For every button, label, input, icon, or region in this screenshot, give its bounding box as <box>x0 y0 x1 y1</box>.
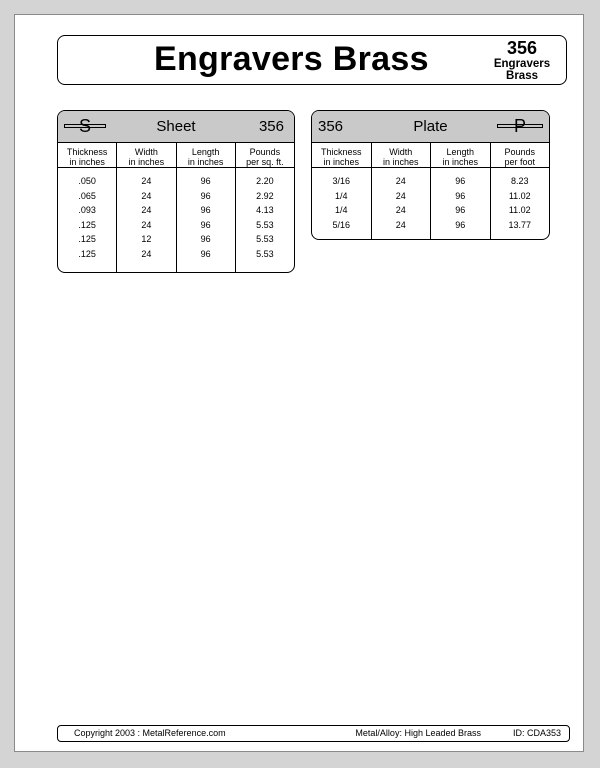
table-cell: 24 <box>395 205 406 215</box>
plate-symbol-icon: P <box>497 115 543 137</box>
column-header-line2: per foot <box>504 157 536 167</box>
table-cell: .125 <box>78 219 96 230</box>
sheet-column <box>236 143 294 272</box>
table-cell: 13.77 <box>508 219 532 230</box>
sheet-column-header <box>236 143 294 168</box>
plate-table <box>311 110 550 240</box>
table-cell: 11.02 <box>508 205 531 215</box>
plate-column-header <box>491 143 550 168</box>
column-header-line1: Thickness <box>320 147 362 157</box>
table-cell: 5/16 <box>332 219 351 230</box>
table-cell: 24 <box>395 176 406 186</box>
column-header-line1: Width <box>134 147 158 157</box>
table-cell: 96 <box>455 176 466 186</box>
alloy-badge <box>484 39 560 82</box>
table-cell: 5.53 <box>256 219 274 230</box>
table-cell: 96 <box>200 176 211 186</box>
table-cell: 24 <box>395 219 406 230</box>
plate-table-body <box>312 143 549 239</box>
table-cell: 8.23 <box>510 176 529 186</box>
table-cell: 96 <box>200 205 211 215</box>
table-cell: 3/16 <box>332 176 351 186</box>
column-header-line2: in inches <box>128 157 165 167</box>
page-title: Engravers Brass <box>154 40 429 78</box>
table-cell: 96 <box>200 234 211 244</box>
column-header-line2: in inches <box>382 157 419 167</box>
alloy-name-line1: Engravers <box>493 57 551 70</box>
plate-column <box>372 143 432 239</box>
column-header-line1: Width <box>389 147 413 157</box>
table-cell: 96 <box>200 248 211 259</box>
sheet-column <box>117 143 176 272</box>
footer-copyright: Copyright 2003 : MetalReference.com <box>74 728 226 738</box>
sheet-column <box>177 143 236 272</box>
table-cell: 5.53 <box>256 234 274 244</box>
column-header-line2: per sq. ft. <box>246 157 284 167</box>
table-cell: 1/4 <box>334 190 348 201</box>
sheet-symbol-icon: S <box>64 115 106 137</box>
column-header-line2: in inches <box>187 157 224 167</box>
table-cell: 24 <box>141 219 152 230</box>
column-header-line2: in inches <box>69 157 105 167</box>
table-cell: 12 <box>141 234 152 244</box>
plate-column <box>431 143 491 239</box>
plate-column-header <box>431 143 490 168</box>
alloy-number: 356 <box>506 38 538 58</box>
table-cell: 11.02 <box>508 190 531 201</box>
sheet-column-header <box>177 143 235 168</box>
table-cell: 4.13 <box>256 205 274 215</box>
reference-page <box>14 14 584 752</box>
column-header-line2: in inches <box>442 157 479 167</box>
sheet-label: Sheet <box>156 118 196 135</box>
sheet-table-header <box>58 111 294 143</box>
table-cell: 5.53 <box>256 248 274 259</box>
plate-column-header <box>372 143 431 168</box>
table-cell: .125 <box>78 248 96 259</box>
table-cell: 96 <box>200 190 211 201</box>
table-cell: 96 <box>200 219 211 230</box>
table-cell: 96 <box>455 219 466 230</box>
plate-column-header <box>312 143 371 168</box>
plate-column <box>491 143 550 239</box>
table-cell: 24 <box>141 205 152 215</box>
sheet-table-body <box>58 143 294 272</box>
table-cell: .093 <box>78 205 96 215</box>
column-header-line1: Length <box>446 147 475 157</box>
plate-column <box>312 143 372 239</box>
plate-label: Plate <box>413 118 448 135</box>
table-cell: .050 <box>78 176 96 186</box>
table-cell: 2.92 <box>256 190 274 201</box>
sheet-column <box>58 143 117 272</box>
sheet-column-header <box>58 143 116 168</box>
table-cell: 24 <box>141 248 152 259</box>
column-header-line1: Pounds <box>504 147 536 157</box>
sheet-column-header <box>117 143 175 168</box>
alloy-name-line2: Brass <box>506 69 538 82</box>
table-cell: .065 <box>78 190 96 201</box>
column-header-line2: in inches <box>323 157 360 167</box>
column-header-line1: Thickness <box>66 147 108 157</box>
column-header-line1: Pounds <box>249 147 281 157</box>
plate-number: 356 <box>318 118 344 135</box>
table-cell: .125 <box>78 234 96 244</box>
table-cell: 24 <box>395 190 406 201</box>
sheet-number: 356 <box>258 118 284 135</box>
sheet-table <box>57 110 295 273</box>
table-cell: 1/4 <box>334 205 348 215</box>
table-cell: 2.20 <box>256 176 274 186</box>
footer-metal-alloy: Metal/Alloy: High Leaded Brass <box>355 728 481 738</box>
plate-table-header <box>312 111 549 143</box>
table-cell: 96 <box>455 205 466 215</box>
table-cell: 24 <box>141 176 152 186</box>
column-header-line1: Length <box>191 147 220 157</box>
footer-id: ID: CDA353 <box>512 728 561 738</box>
title-box <box>57 35 567 85</box>
table-cell: 24 <box>141 190 152 201</box>
table-cell: 96 <box>455 190 466 201</box>
footer <box>57 725 570 742</box>
